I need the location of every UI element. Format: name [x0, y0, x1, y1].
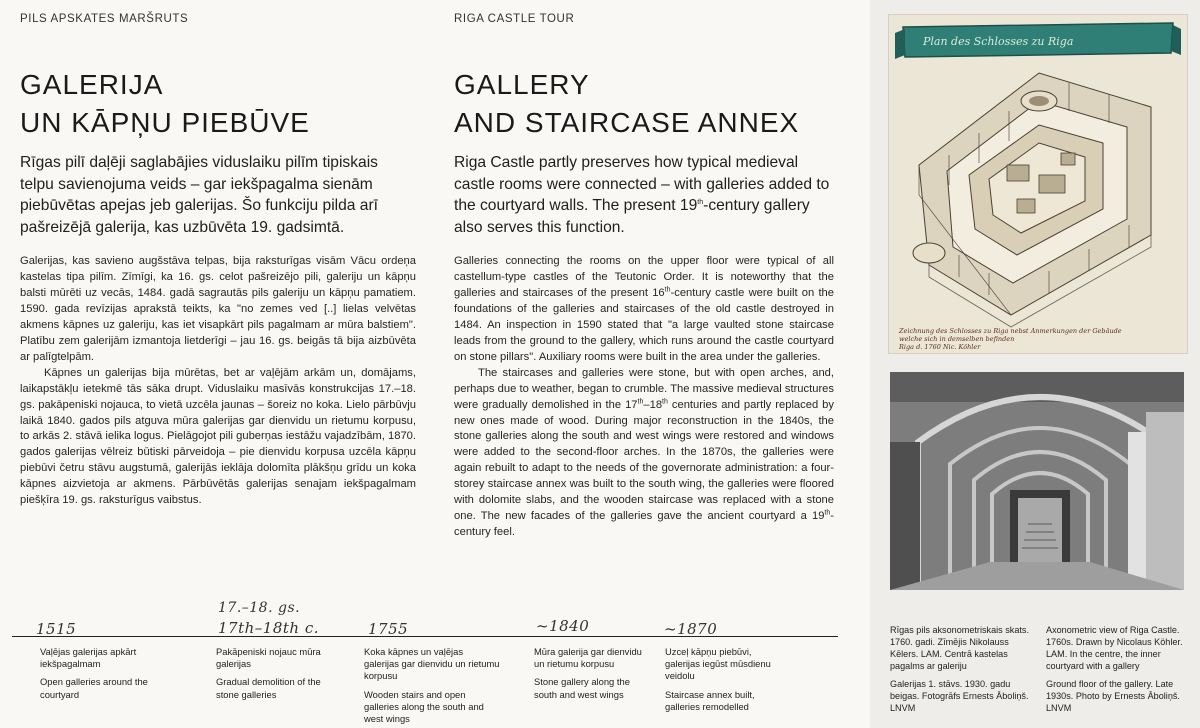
timeline-year: 1515 — [36, 620, 77, 638]
timeline-year: 1755 — [368, 620, 409, 638]
castle-drawing-icon — [889, 15, 1187, 353]
axonometric-drawing — [888, 14, 1188, 354]
lead-en: Riga Castle partly preserves how typical medieval castle rooms were connected – with galleries added to the courtyard walls. The present 19th-century gallery also serves this function. — [454, 154, 830, 236]
tour-label-en: RIGA CASTLE TOUR — [454, 13, 575, 25]
timeline-year: 17th–18th c. — [218, 619, 319, 637]
gallery-photo — [890, 372, 1184, 590]
timeline-item: Pakāpeniski nojauc mūra galerijas Gradual demolition of the stone galleries — [216, 646, 321, 700]
body-lv — [20, 254, 416, 509]
svg-text:welche sich in demselben befin: welche sich in demselben befinden — [899, 335, 1015, 343]
paragraph: Kāpnes un galerijas bija mūrētas, bet ar vaļējām arkām un, domājams, laikapstākļu ietekmē tās sāka drupt. Viduslaiku masīvās konstrukcijas 17.–18. gs. pakāpeniski nojauca, to vietā uzcēla jaunas – šoreiz no koka. Lielo pārbūvju laikā 1840. gados pils atguva mūra galerijas gar dienvidu un rietumu korpusu, to arkās 2. stāvā ielika logus. Pielāgojot pili guberņas iestāžu vajadzībām, 1870. gados galerijas vēlreiz būtiski pārveidoja – pie dienvidu korpusa uzcēla kāpņu piebūvi četru stāvu augstumā, galerijās ieklāja dolomīta plākšņu grīdu un koka kāpnes aizvietoja ar akmens. Pārbūvētās galerijas senajam iekšpagalmam piešķīra 19. gs. raksturīgus vaibstus. — [20, 366, 416, 507]
timeline-year-alt: 17.–18. gs. — [218, 600, 301, 616]
timeline-item: Uzceļ kāpņu piebūvi, galerijas iegūst mūsdienu veidolu Staircase annex built, galleries remodelled — [665, 646, 771, 712]
timeline-item: Vaļējas galerijas apkārt iekšpagalmam Open galleries around the courtyard — [40, 646, 148, 700]
lead-lv: Rīgas pilī daļēji saglabājies viduslaiku pilīm tipiskais telpu savienojuma veids – gar iekšpagalma sienām piebūvētas apejas jeb galerijas. Šo funkciju pilda arī pašreizējā galerija, kas uzbūvēta 19. gadsimtā. — [20, 154, 379, 236]
timeline-year: ~1840 — [536, 617, 590, 635]
caption-lv: Rīgas pils aksonometriskais skats. 1760. gadi. Zīmējis Nikolauss Kēlers. LAM. Centrā kastelas pagalms ar galeriju Galerijas 1. stāvs. 1930. gadu beigas. Fotogrāfs Ernests Āboliņš. LNVM — [890, 625, 1029, 713]
timeline-item: Koka kāpnes un vaļējas galerijas gar dienvidu un rietumu korpusu Wooden stairs and open galleries along the south and west wings — [364, 646, 500, 725]
svg-text:Riga d. 1760 Nic. Köhler: Riga d. 1760 Nic. Köhler — [899, 343, 981, 351]
svg-text:Plan des Schlosses zu Riga: Plan des Schlosses zu Riga — [923, 35, 1074, 48]
caption-en: Axonometric view of Riga Castle. 1760s. Drawn by Nicolaus Köhler. LAM. In the centre, the inner courtyard with a gallery Ground floor of the gallery. Late 1930s. Photo by Ernests Āboliņš. LNVM — [1046, 625, 1183, 713]
body-en — [454, 254, 834, 541]
tour-label-lv: PILS APSKATES MARŠRUTS — [20, 13, 189, 25]
title-lv: GALERIJA UN KĀPŅU PIEBŪVE — [20, 69, 310, 138]
paragraph: The staircases and galleries were stone, but with open arches, and, perhaps due to weather, began to crumble. The massive medieval structures were gradually demolished in the 17th–18th centuries and partly replaced by new ones made of wood. During major reconstruction in the 1840s, the stone galleries along the south and west wings were restored and windows were added to the second-floor arches. In the 1870s, the galleries were again rebuilt to adapt to the needs of the governorate administration: a four-storey staircase annex was built to the south wing, the galleries were floored with dolomite slabs, and the wooden staircase was replaced with a stone one. The new facades of the galleries gave the ancient courtyard a 19th-century feel. — [454, 366, 834, 539]
timeline-item: Mūra galerija gar dienvidu un rietumu korpusu Stone gallery along the south and west wings — [534, 646, 642, 700]
paragraph: Galleries connecting the rooms on the upper floor were typical of all castellum-type castles of the Teutonic Order. It is noteworthy that the galleries and staircases of the present 16th-century castle were built on the foundations of the galleries and staircases of the old castle destroyed in 1484. An inspection in 1590 stated that "a large vaulted stone staircase leads from the ground to the gallery, which runs around the castle courtyard on stone pillars". Auxiliary rooms were built in the area under the galleries. — [454, 255, 835, 363]
svg-text:Zeichnung des Schlosses zu Rig: Zeichnung des Schlosses zu Riga nebst Anmerkungen der Gebäude — [899, 327, 1122, 335]
paragraph: Galerijas, kas savieno augšstāva telpas, bija raksturīgas visām Vācu ordeņa kastelas tipa pilīm. Zīmīgi, ka 16. gs. celot pašreizējo pili, galeriju un kāpņu balsti mūrēti uz vecās, 1484. gadā sagrautās pils galeriju un kāpņu pamatiem. 1590. gada revīzijas aprakstā teikts, ka "no zemes ved [..] lielas velvētas akmens kāpnes uz galeriju, kas iet visapkārt pils pagalmam ar mūra balstiem". Platību zem galerijām izmantoja lietderīgi – jau 16. gs. beigās tā bija aizbūvēta ar palīgtelpām. — [20, 255, 416, 363]
timeline-year: ~1870 — [664, 620, 718, 638]
vaulted-gallery-icon — [890, 372, 1184, 590]
title-en: GALLERY AND STAIRCASE ANNEX — [454, 69, 800, 138]
